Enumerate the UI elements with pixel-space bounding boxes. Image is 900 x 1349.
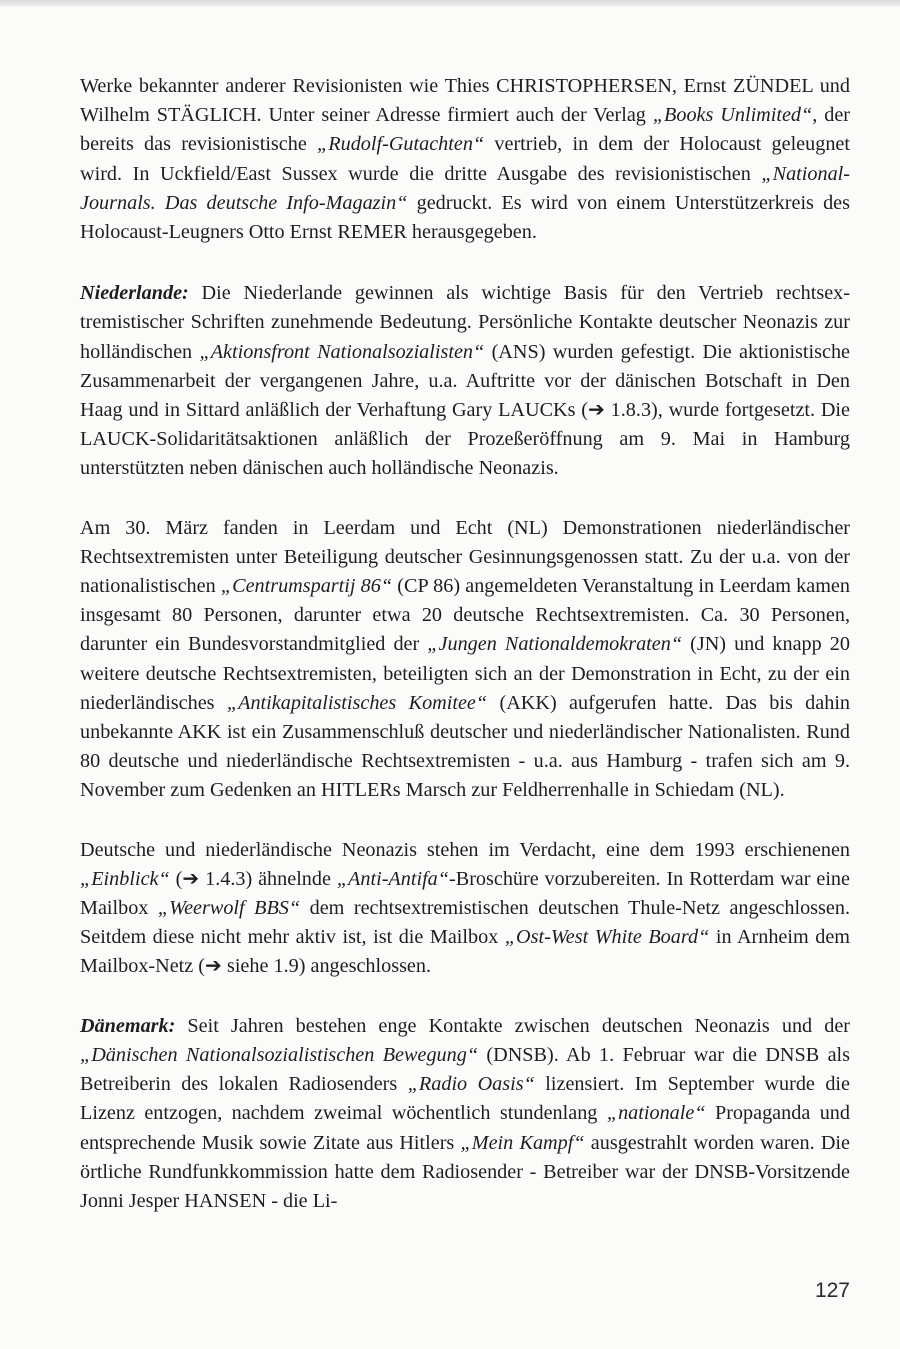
paragraph-3: Am 30. März fanden in Leerdam und Echt (NL) Demonstrationen niederländischer Rechtsextremisten unter Beteiligung deutscher Gesinnungsgenossen statt. Zu der u.a. von der nationalistischen „Centrumspartij 86“ (CP 86) angemeldeten Veranstaltung in Leerdam kamen insgesamt 80 Personen, darunter etwa 20 deutsche Rechtsextremisten. Ca. 30 Personen, darunter ein Bundesvorstandmitglied der „Jungen Nationaldemokraten“ (JN) und knapp 20 weitere deutsche Rechtsextremisten, beteiligten sich an der Demonstration in Echt, zu der ein niederländisches „Antikapitalistisches Komitee“ (AKK) aufgerufen hatte. Das bis dahin unbekannte AKK ist ein Zusammenschluß deutscher und niederländischer Nationalisten. Rund 80 deutsche und niederländische Rechtsextremisten - u.a. aus Hamburg - trafen sich am 9. November zum Gedenken an HITLERs Marsch zur Feldherrenhalle in Schiedam (NL). [80,516,851,802]
paragraph-daenemark: Dänemark: Seit Jahren bestehen enge Kontakte zwischen deutschen Neonazis und der „Dänischen Nationalsozialistischen Bewegung“ (DNSB). Ab 1. Februar war die DNSB als Betreiberin des lokalen Radiosenders „Radio Oasis“ lizensiert. Im September wurde die Lizenz entzogen, nachdem zweimal wöchentlich stundenlang „nationale“ Propaganda und entsprechende Musik sowie Zitate aus Hitlers „Mein Kampf“ ausgestrahlt worden waren. Die örtliche Rundfunkkommission hatte dem Radiosender - Betreiber war der DNSB-Vorsitzende Jonni Jesper HANSEN - die Li- [80,1014,850,1212]
paragraph-1: Werke bekannter anderer Revisionisten wie Thies CHRISTOPHERSEN, Ernst ZÜNDEL und Wilhelm STÄGLICH. Unter seiner Adresse firmiert auch der Verlag „Books Unlimited“, der bereits das revisionistische „Rudolf-Gutachten“ vertrieb, in dem der Holocaust geleugnet wird. In Uckfield/East Sussex wurde die dritte Ausgabe des revisionistischen „National-Journals. Das deutsche Info-Magazin“ gedruckt. Es wird von einem Unterstützerkreis des Holocaust-Leugners Otto Ernst REMER herausgegeben. [80,75,850,244]
page-number: 127 [814,1279,850,1302]
document-body [80,72,850,1246]
paragraph-niederlande: Niederlande: Die Niederlande gewinnen als wichtige Basis für den Vertrieb rechtsextremistischer Schriften zunehmende Bedeutung. Persönliche Kontakte deutscher Neonazis zur holländischen „Aktionsfront Nationalsozialisten“ (ANS) wurden gefestigt. Die aktionistische Zusammenarbeit der vergangenen Jahre, u.a. Auftritte vor der dänischen Botschaft in Den Haag und in Sittard anläßlich der Verhaftung Gary LAUCKs (➔ 1.8.3), wurde fortgesetzt. Die LAUCK-Solidaritätsaktionen anläßlich der Prozeßeröffnung am 9. Mai in Hamburg unterstützten neben dänischen auch holländische Neonazis. [80,282,851,480]
paragraph-4: Deutsche und niederländische Neonazis stehen im Verdacht, eine dem 1993 erschienenen „Einblick“ (➔ 1.4.3) ähnelnde „Anti-Antifa“-Broschüre vorzubereiten. In Rotterdam war eine Mailbox „Weerwolf BBS“ dem rechtsextremistischen deutschen Thule-Netz angeschlossen. Seitdem diese nicht mehr aktiv ist, ist die Mailbox „Ost-West White Board“ in Arnheim dem Mailbox-Netz (➔ siehe 1.9) angeschlossen. [80,838,850,978]
scan-top-edge [0,0,900,7]
